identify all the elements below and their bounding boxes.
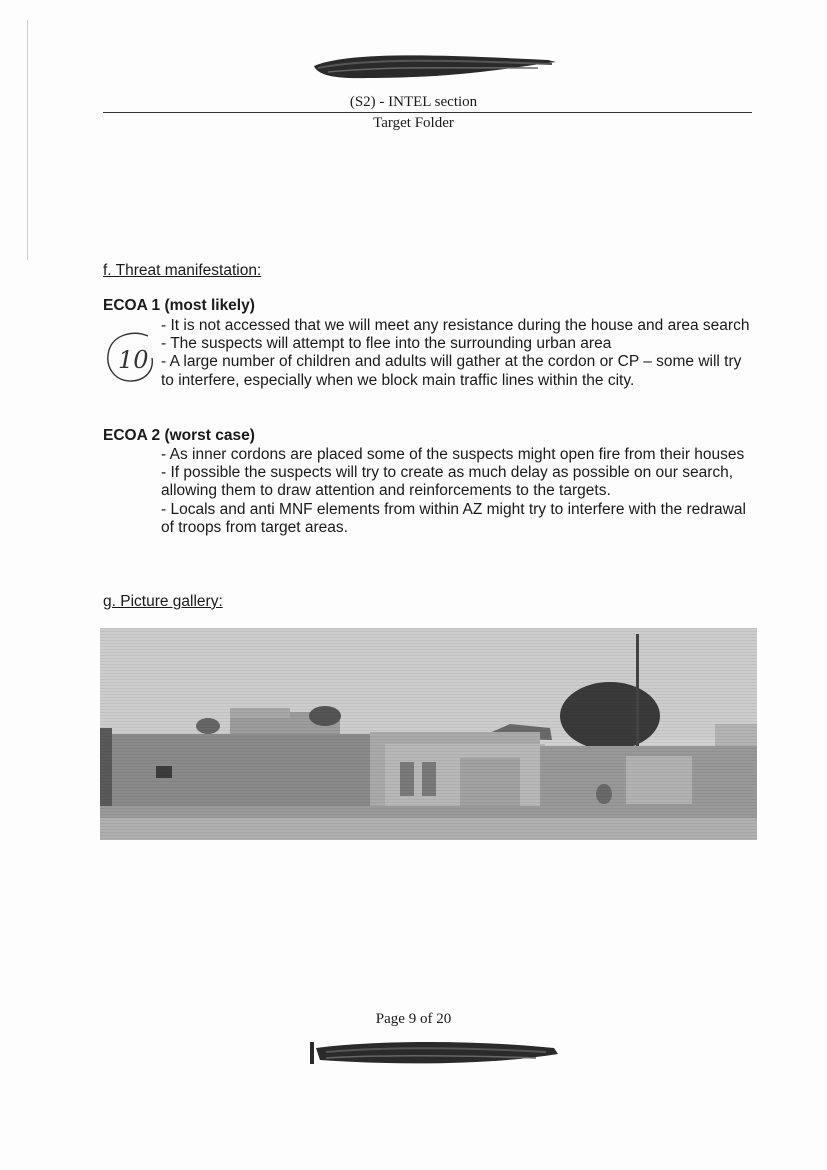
page-number: Page 9 of 20 [375,1011,452,1027]
ecoa2-title [103,427,255,445]
header-redaction-mark [308,48,560,82]
threat-heading: f. Threat manifestation: [103,262,262,279]
ecoa2-bullet: - Locals and anti MNF elements from within AZ might try to interfere with the redrawal of troops from target areas. [161,500,746,536]
ecoa1-bullet [103,353,751,389]
scan-margin-line [27,20,28,260]
header-section-title: (S2) - INTEL section [349,94,478,110]
ecoa2-bullet: - As inner cordons are placed some of the suspects might open fire from their houses [161,446,745,463]
ecoa2-label: ECOA 2 [103,427,161,444]
ecoa1-bullet-text: - A large number of children and adults will gather at the cordon or CP – some will try to interfere, especially when we block main traffic lines within the city. [161,353,742,389]
header-subtitle: Target Folder [373,115,454,131]
ecoa1-title [103,297,255,315]
ecoa1-bullets [161,317,751,390]
ecoa1-bullet: - The suspects will attempt to flee into the surrounding urban area [161,335,612,353]
ecoa2-bullet: - If possible the suspects will try to create as much delay as possible on our search, allowing them to draw attention and reinforcements to the targets. [161,464,734,500]
gallery-photo-building [100,628,757,840]
ecoa1-qualifier: (most likely) [164,297,255,314]
handwritten-number: 10 [118,346,149,374]
ecoa2-bullets [161,446,751,537]
ecoa1-label: ECOA 1 [103,297,161,314]
gallery-heading: g. Picture gallery: [103,593,223,610]
footer-redaction-mark [296,1036,564,1070]
ecoa2-qualifier: (worst case) [164,427,255,444]
header-divider [103,112,752,113]
ecoa1-bullet: - It is not accessed that we will meet any resistance during the house and area search [161,317,750,334]
